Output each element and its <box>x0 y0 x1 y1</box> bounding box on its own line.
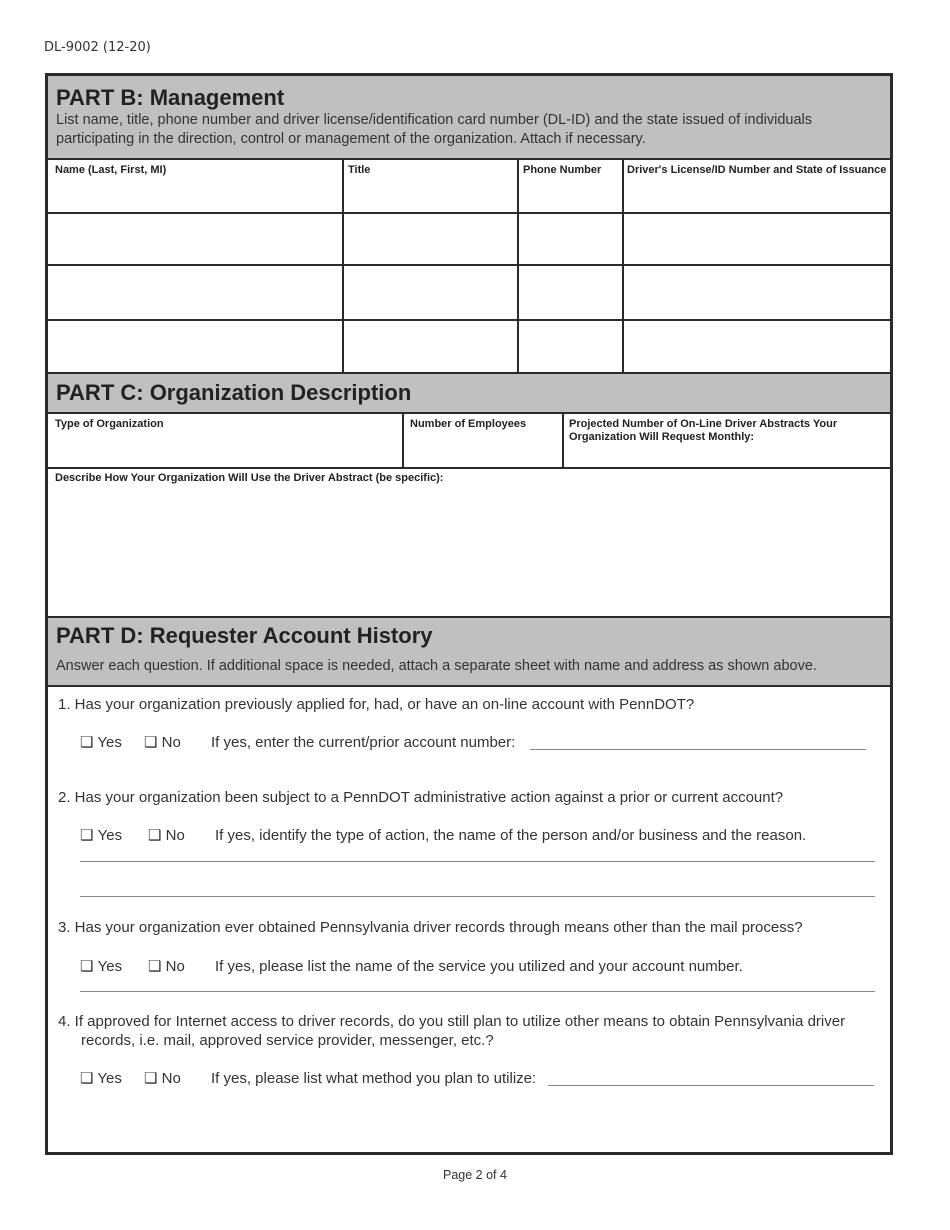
type-of-org-label: Type of Organization <box>55 418 164 430</box>
part-b-header <box>48 76 890 159</box>
question-2: 2. Has your organization been subject to a PennDOT administrative action against a prior or current account? <box>58 789 784 806</box>
describe-field[interactable] <box>50 488 888 614</box>
part-b-desc-2: participating in the direction, control or management of the organization. Attach if necessary. <box>56 131 646 147</box>
mgmt-row-2-name[interactable] <box>50 266 340 318</box>
projected-label-1: Projected Number of On-Line Driver Abstracts Your <box>569 418 838 430</box>
projected-label-2: Organization Will Request Monthly: <box>569 431 755 443</box>
q2-answer-line-1[interactable] <box>80 861 875 862</box>
q2-answer-line-2[interactable] <box>80 896 875 897</box>
q3-no-checkbox[interactable]: ❑ No <box>148 958 185 975</box>
q1-no-checkbox[interactable]: ❑ No <box>144 734 181 751</box>
question-4-line-2: records, i.e. mail, approved service provider, messenger, etc.? <box>81 1032 494 1049</box>
q4-no-checkbox[interactable]: ❑ No <box>144 1070 181 1087</box>
col-name: Name (Last, First, MI) <box>55 164 167 176</box>
q2-followup: If yes, identify the type of action, the name of the person and/or business and the reason. <box>215 827 807 844</box>
col-dlid: Driver's License/ID Number and State of Issuance <box>627 164 887 176</box>
part-b-desc-1: List name, title, phone number and driver license/identification card number (DL-ID) and the state issued of individuals <box>56 112 813 128</box>
q4-followup: If yes, please list what method you plan to utilize: <box>211 1070 537 1087</box>
mgmt-row-1-name[interactable] <box>50 214 340 262</box>
q3-yes-checkbox[interactable]: ❑ Yes <box>80 958 123 975</box>
part-c-header <box>48 374 890 412</box>
q3-answer-line[interactable] <box>80 991 875 992</box>
part-b-title: PART B: Management <box>56 85 285 110</box>
col-phone: Phone Number <box>523 164 602 176</box>
q2-yes-checkbox[interactable]: ❑ Yes <box>80 827 123 844</box>
q2-no-checkbox[interactable]: ❑ No <box>148 827 185 844</box>
part-d-desc: Answer each question. If additional space is needed, attach a separate sheet with name and address as shown above. <box>56 658 817 674</box>
q4-method-field[interactable] <box>548 1085 874 1086</box>
question-3: 3. Has your organization ever obtained Pennsylvania driver records through means other than the mail process? <box>58 919 803 936</box>
page-number: Page 2 of 4 <box>443 1168 507 1182</box>
q1-yes-checkbox[interactable]: ❑ Yes <box>80 734 122 751</box>
part-d-header <box>48 618 890 685</box>
describe-label: Describe How Your Organization Will Use the Driver Abstract (be specific): <box>55 472 444 484</box>
question-1: 1. Has your organization previously applied for, had, or have an on-line account with PennDOT? <box>58 696 695 713</box>
question-4-line-1: 4. If approved for Internet access to driver records, do you still plan to utilize other means to obtain Pennsylvania driver <box>58 1013 846 1030</box>
q3-followup: If yes, please list the name of the service you utilized and your account number. <box>215 958 743 975</box>
employees-label: Number of Employees <box>410 418 527 430</box>
part-c-title: PART C: Organization Description <box>56 380 412 405</box>
mgmt-row-3-name[interactable] <box>50 321 340 371</box>
form-id: DL-9002 (12-20) <box>44 40 151 55</box>
q4-yes-checkbox[interactable]: ❑ Yes <box>80 1070 122 1087</box>
col-title: Title <box>348 164 371 176</box>
q1-followup: If yes, enter the current/prior account number: <box>211 734 516 751</box>
q1-account-number-field[interactable] <box>530 749 866 750</box>
part-d-title: PART D: Requester Account History <box>56 623 433 648</box>
